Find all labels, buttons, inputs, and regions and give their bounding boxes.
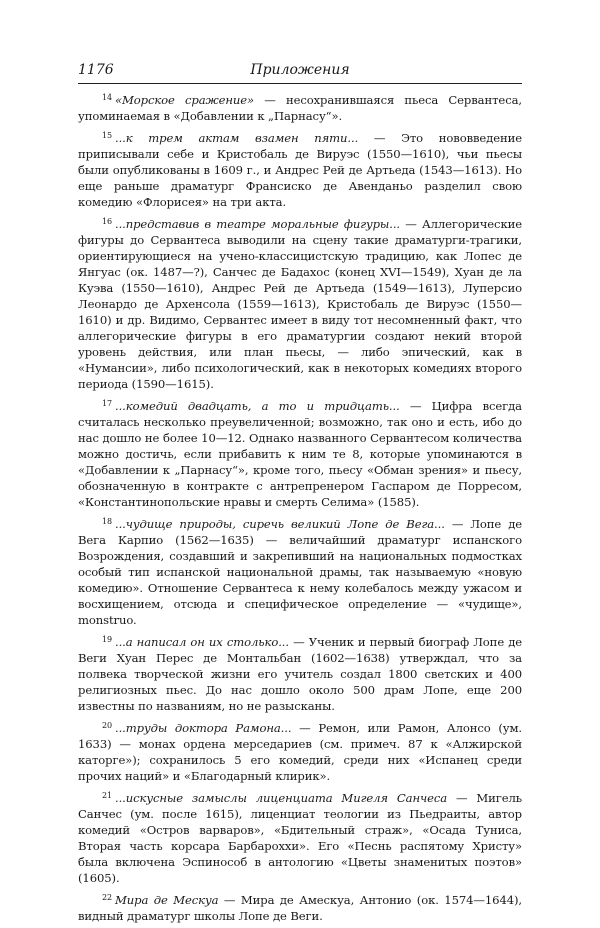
note-text: — Цифра всегда считалась несколько преувеличенной; возможно, так оно и есть, ибо до нас дошло не более 10—12. Однако названного Сервантесом количества можно достичь, если прибавить к ним те 8, которые упоминаются в «Добавлении к „Парнасу“», кроме того, пьесу «Обман зрения» и пьесу, обозначенную в контракте с антрепренером Гаспаром де Порресом, «Константинопольские нравы и смерть Селима» (1585). (78, 399, 522, 509)
note-number: 14 (102, 93, 112, 102)
note-lemma: Мира де Мескуа (114, 893, 219, 907)
note-text: — Лопе де Вега Карпио (1562—1635) — величайший драматург испанского Возрождения, создавший и закрепивший на национальных подмостках особый тип испанской национальной драмы, так называемую «новую комедию». Отношение Сервантеса к нему колебалось между ужасом и восхищением, отсюда и специфическое определение — «чудище», monstruo. (78, 517, 522, 627)
note-lemma: ...к трем актам взамен пяти... (114, 131, 359, 145)
note-lemma: ...труды доктора Рамона... (114, 721, 292, 735)
note-18 (78, 514, 522, 628)
note-text: — Ученик и первый биограф Лопе де Веги Хуан Перес де Монтальбан (1602—1638) утверждал, что за полвека творческой жизни его учитель создал 1800 светских и 400 религиозных пьес. До нас дошло около 500 драм Лопе, еще 200 известны по названиям, но не разысканы. (78, 635, 523, 713)
note-lemma: ...искусные замыслы лиценциата Мигеля Санчеса (114, 791, 448, 805)
running-head (78, 62, 522, 82)
note-number: 22 (102, 893, 112, 902)
note-22 (78, 890, 522, 924)
page-number: 1176 (78, 62, 114, 78)
note-19 (78, 632, 522, 714)
note-17 (78, 396, 522, 510)
note-number: 15 (102, 131, 112, 140)
note-14 (78, 90, 522, 124)
note-text: — Это нововведение приписывали себе и Кристобаль де Вируэс (1550—1610), чьи пьесы были опубликованы в 1609 г., и Андрес Рей де Артьеда (1543—1613). Но еще раньше драматург Франсиско де Авенданьо разделил свою комедию «Флорисея» на три акта. (78, 131, 523, 209)
note-text: — Мира де Амескуа, Антонио (ок. 1574—1644), видный драматург школы Лопе де Веги. (78, 893, 523, 923)
notes-list (78, 90, 522, 928)
note-21 (78, 788, 522, 886)
note-lemma: «Морское сражение» (114, 93, 255, 107)
note-lemma: ...комедий двадцать, а то и тридцать... (114, 399, 400, 413)
note-number: 16 (102, 217, 112, 226)
note-text: — Мигель Санчес (ум. после 1615), лиценциат теологии из Пьедраиты, автор комедий «Остров варваров», «Бдительный страж», «Осада Туниса, Вторая часть корсара Барбароххи». Его «Песнь распятому Христу» была включена Эспинособ в антологию «Цветы знаменитых поэтов» (1605). (78, 791, 522, 885)
note-number: 21 (102, 791, 112, 800)
note-lemma: ...представив в театре моральные фигуры... (114, 217, 401, 231)
note-number: 19 (102, 635, 112, 644)
note-20 (78, 718, 522, 784)
note-text: — несохранившаяся пьеса Сервантеса, упоминаемая в «Добавлении к „Парнасу“». (78, 93, 522, 123)
note-text: — Аллегорические фигуры до Сервантеса выводили на сцену такие драматурги-трагики, ориентирующиеся на учено-классицистскую традицию, как Лопес де Янгуас (ок. 1487—?), Санчес де Бадахос (конец XVI—1549), Хуан де ла Куэва (1550—1610), Андрес Рей де Артьеда (1549—1613), Луперсио Леонардо де Архенсола (1559—1613), Кристобаль де Вируэс (1550—1610) и др. Видимо, Сервантес имеет в виду тот несомненный факт, что аллегорические фигуры в его драматургии создают некий второй уровень действия, или план пьесы, — либо эпический, как в «Нумансии», либо психологический, как в некоторых комедиях второго периода (1590—1615). (78, 217, 522, 391)
note-text: — Ремон, или Рамон, Алонсо (ум. 1633) — монах ордена мерседариев (см. примеч. 87 к «Алжирской каторге»); сохранилось 5 его комедий, среди них «Испанец среди прочих наций» и «Благодарный клирик». (78, 721, 522, 783)
note-16 (78, 214, 522, 392)
note-number: 17 (102, 399, 112, 408)
header-rule (78, 83, 522, 84)
note-lemma: ...чудище природы, сиречь великий Лопе де Вега... (114, 517, 445, 531)
note-lemma: ...а написал он их столько... (114, 635, 289, 649)
note-number: 20 (102, 721, 112, 730)
section-title: Приложения (250, 62, 350, 78)
note-number: 18 (102, 517, 112, 526)
note-15 (78, 128, 522, 210)
